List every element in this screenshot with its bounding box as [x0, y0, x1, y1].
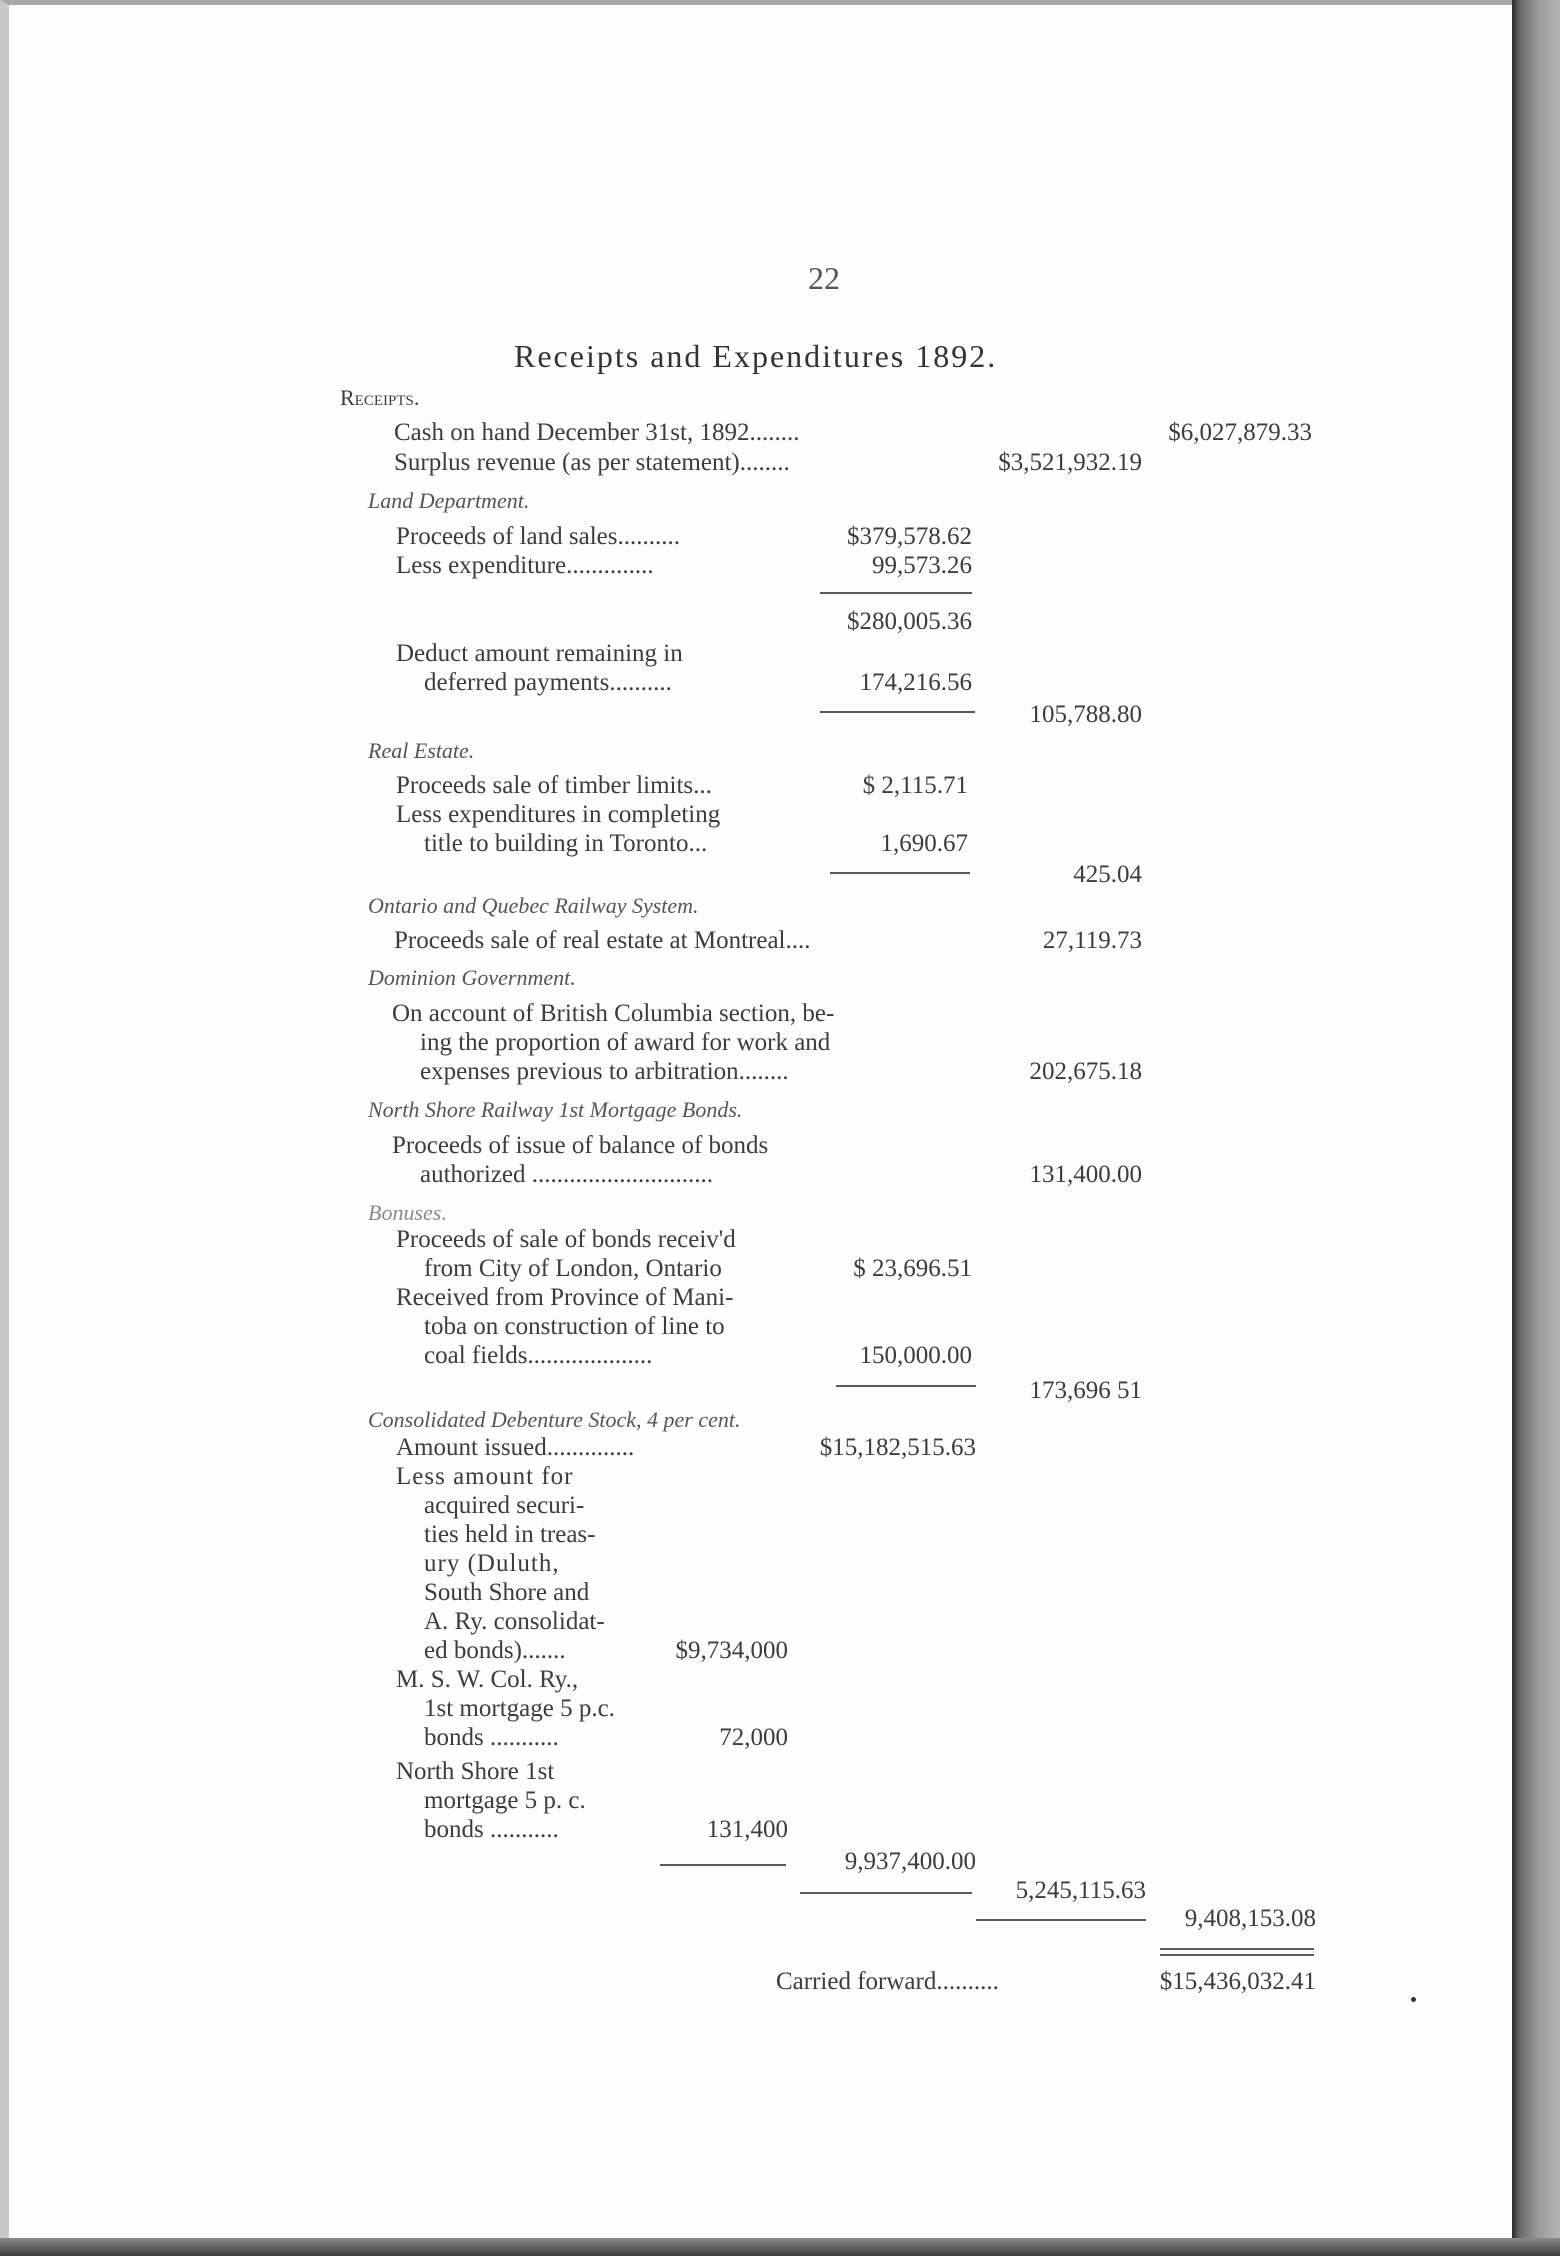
grand-rule-1 — [1160, 1948, 1314, 1950]
treasury-amount: $9,734,000 — [675, 1637, 788, 1664]
north-shore-line1: Proceeds of issue of balance of bonds — [392, 1132, 769, 1159]
land-subtotal-rule — [820, 592, 972, 594]
grand-rule-2 — [1160, 1954, 1314, 1956]
dominion-heading: Dominion Government. — [368, 965, 576, 990]
real-estate-rule — [830, 872, 970, 874]
dominion-line2: ing the proportion of award for work and — [420, 1029, 831, 1056]
land-total: 105,788.80 — [1029, 701, 1142, 728]
ns-bonds-line: mortgage 5 p. c. — [424, 1787, 586, 1814]
page-title: Receipts and Expenditures 1892. — [514, 338, 998, 374]
treasury-line: Less amount for — [396, 1463, 574, 1490]
timber-amount: $ 2,115.71 — [862, 772, 968, 799]
treasury-line: ury (Duluth, — [424, 1550, 560, 1577]
receipts-heading: Receipts. — [340, 385, 420, 410]
bonuses-heading: Bonuses. — [368, 1200, 447, 1225]
land-deduct-line2: deferred payments.......... — [424, 669, 672, 696]
bonuses-line2: from City of London, Ontario — [424, 1255, 722, 1282]
oq-heading: Ontario and Quebec Railway System. — [368, 893, 699, 918]
dominion-line1: On account of British Columbia section, be- — [392, 1000, 835, 1027]
north-shore-heading: North Shore Railway 1st Mortgage Bonds. — [368, 1097, 743, 1122]
cash-amount: $6,027,879.33 — [1168, 419, 1312, 446]
debenture-net-rule — [976, 1919, 1146, 1921]
msw-line: M. S. W. Col. Ry., — [396, 1666, 579, 1693]
ink-speck — [1411, 1997, 1416, 2002]
grand-subtotal: 9,408,153.08 — [1184, 1905, 1316, 1932]
oq-amount: 27,119.73 — [1042, 927, 1142, 954]
treasury-line: A. Ry. consolidat- — [424, 1608, 605, 1635]
real-estate-heading: Real Estate. — [368, 738, 475, 763]
surplus-amount: $3,521,932.19 — [998, 449, 1142, 476]
toronto-line2: title to building in Toronto... — [424, 830, 708, 857]
north-shore-line2: authorized ............................. — [420, 1161, 714, 1188]
debenture-issued-amount: $15,182,515.63 — [819, 1434, 976, 1461]
real-estate-total: 425.04 — [1073, 861, 1142, 888]
land-sales-amount: $379,578.62 — [847, 523, 972, 550]
bonuses-total: 173,696 51 — [1029, 1377, 1142, 1404]
land-deduct-line1: Deduct amount remaining in — [396, 640, 683, 667]
debenture-net: 5,245,115.63 — [1015, 1877, 1146, 1904]
land-heading: Land Department. — [368, 488, 530, 513]
surplus-label: Surplus revenue (as per statement)........ — [394, 449, 790, 476]
land-exp-label: Less expenditure.............. — [396, 552, 654, 579]
ns-bonds-amount: 131,400 — [706, 1816, 788, 1843]
oq-label: Proceeds sale of real estate at Montreal.... — [394, 927, 811, 954]
timber-label: Proceeds sale of timber limits... — [396, 772, 712, 799]
scan-edge-bottom — [0, 2238, 1560, 2256]
land-deduct-amount: 174,216.56 — [859, 669, 972, 696]
treasury-line: South Shore and — [424, 1579, 590, 1606]
debenture-sum: 9,937,400.00 — [844, 1848, 976, 1875]
treasury-line: acquired securi- — [424, 1492, 585, 1519]
land-net-amount: $280,005.36 — [847, 608, 972, 635]
msw-line: 1st mortgage 5 p.c. — [424, 1695, 615, 1722]
toronto-amount: 1,690.67 — [880, 830, 968, 857]
bonuses-line4: toba on construction of line to — [424, 1313, 725, 1340]
land-sales-label: Proceeds of land sales.......... — [396, 523, 680, 550]
carried-forward-label: Carried forward.......... — [776, 1968, 999, 1995]
bonuses-line1: Proceeds of sale of bonds receiv'd — [396, 1226, 736, 1253]
debenture-issued-label: Amount issued.............. — [396, 1434, 635, 1461]
msw-line: bonds ........... — [424, 1724, 559, 1751]
bonuses-rule — [836, 1385, 976, 1387]
treasury-rule — [660, 1864, 786, 1866]
debenture-sum-rule — [800, 1892, 972, 1894]
scan-edge-right — [1512, 0, 1560, 2256]
bonuses-line5: coal fields.................... — [424, 1342, 653, 1369]
ns-bonds-line: North Shore 1st — [396, 1758, 555, 1785]
bonuses-amount1: $ 23,696.51 — [853, 1255, 972, 1282]
dominion-amount: 202,675.18 — [1029, 1058, 1142, 1085]
treasury-line: ed bonds)....... — [424, 1637, 566, 1664]
dominion-line3: expenses previous to arbitration........ — [420, 1058, 789, 1085]
cash-label: Cash on hand December 31st, 1892........ — [394, 419, 800, 446]
land-exp-amount: 99,573.26 — [872, 552, 972, 579]
treasury-line: ties held in treas- — [424, 1521, 596, 1548]
north-shore-amount: 131,400.00 — [1029, 1161, 1142, 1188]
ns-bonds-line: bonds ........... — [424, 1816, 559, 1843]
msw-amount: 72,000 — [719, 1724, 788, 1751]
page-number: 22 — [808, 260, 840, 296]
bonuses-amount2: 150,000.00 — [859, 1342, 972, 1369]
bonuses-line3: Received from Province of Mani- — [396, 1284, 734, 1311]
toronto-line1: Less expenditures in completing — [396, 801, 721, 828]
debenture-heading: Consolidated Debenture Stock, 4 per cent. — [368, 1407, 741, 1432]
land-total-rule — [820, 711, 975, 713]
carried-forward-amount: $15,436,032.41 — [1159, 1968, 1316, 1995]
